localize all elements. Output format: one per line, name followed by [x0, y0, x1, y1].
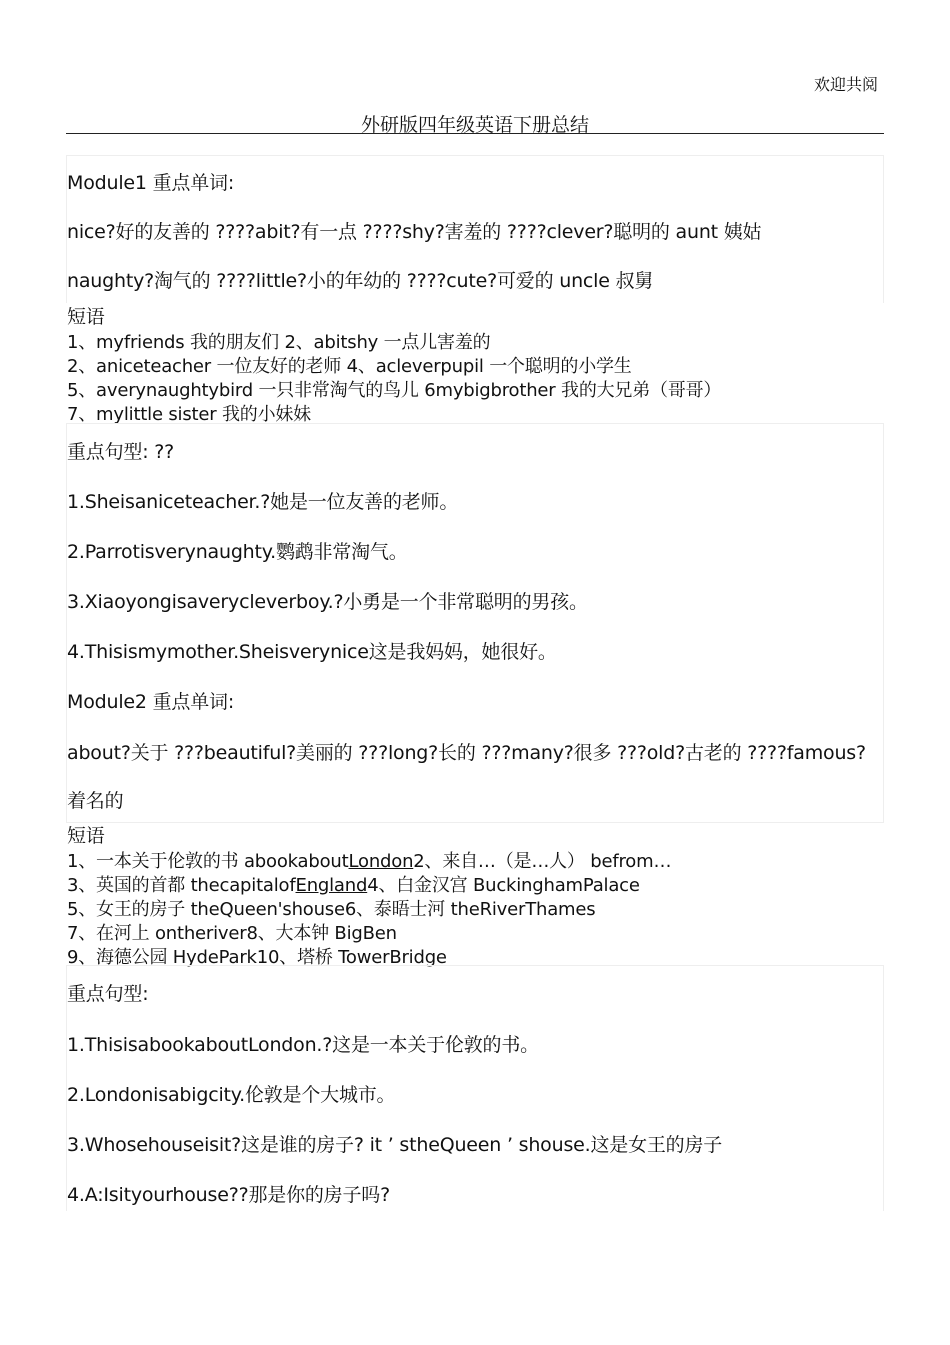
module2-sentence: 2.Londonisabigcity.伦敦是个大城市。: [67, 1084, 396, 1106]
module2-heading: Module2 重点单词:: [67, 691, 235, 713]
module2-sentence: 4.A:Isityourhouse??那是你的房子吗?: [67, 1184, 390, 1206]
phrase-text: 1、一本关于伦敦的书 abookabout: [67, 851, 349, 872]
underlined-word: England: [295, 875, 368, 896]
module1-phrase: 2、aniceteacher 一位友好的老师 4、acleverpupil 一个聪明的小学生: [67, 356, 632, 377]
phrase-text: 2、来自…（是…人） befrom…: [413, 851, 672, 872]
module1-phrase: 5、averynaughtybird 一只非常淘气的鸟儿 6mybigbrother 我的大兄弟（哥哥）: [67, 380, 722, 401]
module1-phrase: 1、myfriends 我的朋友们 2、abitshy 一点儿害羞的: [67, 332, 491, 353]
corner-note: 欢迎共阅: [813, 75, 878, 94]
document-title: 外研版四年级英语下册总结: [360, 114, 589, 136]
module2-phrase: [67, 871, 640, 897]
module1-sentence: 2.Parrotisverynaughty.鹦鹉非常淘气。: [67, 541, 408, 563]
underlined-word: London: [348, 851, 414, 872]
module1-sentences-heading: 重点句型: ??: [67, 441, 175, 463]
module2-phrases-heading: 短语: [67, 825, 105, 847]
module2-phrase: [67, 847, 671, 873]
module1-phrase: 7、mylittle sister 我的小妹妹: [67, 404, 311, 425]
module1-words-line: nice?好的友善的 ????abit?有一点 ????shy?害羞的 ????clever?聪明的 aunt 姨姑: [67, 221, 762, 243]
module1-sentence: 1.Sheisaniceteacher.?她是一位友善的老师。: [67, 491, 459, 513]
module2-phrase: 7、在河上 ontheriver8、大本钟 BigBen: [67, 923, 397, 944]
phrase-text: 4、白金汉宫 BuckinghamPalace: [367, 875, 640, 896]
module1-heading: Module1 重点单词:: [67, 172, 235, 194]
module2-phrase: 9、海德公园 HydePark10、塔桥 TowerBridge: [67, 947, 447, 968]
module2-sentences-heading: 重点句型:: [67, 983, 149, 1005]
phrase-text: 3、英国的首都 thecapitalof: [67, 875, 296, 896]
title-divider: [66, 133, 884, 134]
module1-phrases-heading: 短语: [67, 306, 105, 328]
module2-sentence: 3.Whosehouseisit?这是谁的房子? it ’ stheQueen ’ shouse.这是女王的房子: [67, 1134, 723, 1156]
module2-words-line: about?关于 ???beautiful?美丽的 ???long?长的 ???many?很多 ???old?古老的 ????famous?: [67, 742, 866, 764]
module1-sentence: 3.Xiaoyongisaverycleverboy.?小勇是一个非常聪明的男孩。: [67, 591, 588, 613]
module2-phrase: 5、女王的房子 theQueen'shouse6、泰晤士河 theRiverThames: [67, 899, 596, 920]
module2-words-line: 着名的: [67, 790, 124, 812]
module1-sentence: 4.Thisismymother.Sheisverynice这是我妈妈，她很好。: [67, 641, 557, 663]
module2-sentence: 1.ThisisabookaboutLondon.?这是一本关于伦敦的书。: [67, 1034, 539, 1056]
module1-words-line: naughty?淘气的 ????little?小的年幼的 ????cute?可爱的 uncle 叔舅: [67, 270, 654, 292]
